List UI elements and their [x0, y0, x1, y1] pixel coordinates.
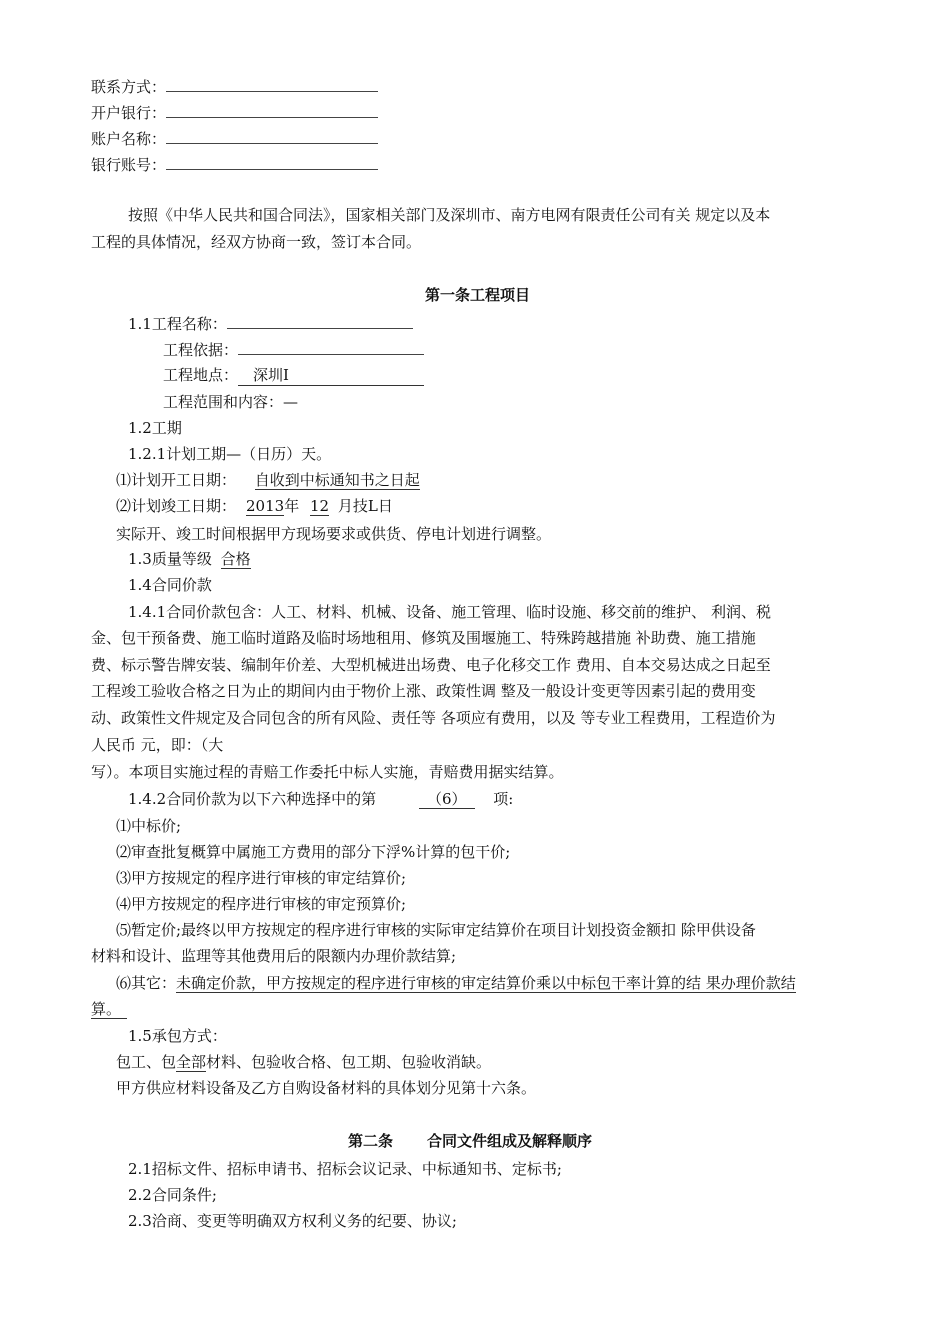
supply-note: 甲方供应材料设备及乙方自购设备材料的具体划分见第十六条。 [116, 1079, 537, 1097]
price-line-1: 1.4.1合同价款包含：人工、材料、机械、设备、施工管理、临时设施、移交前的维护、 利润、税 [128, 603, 771, 621]
end-rest: 月技L日 [337, 497, 393, 515]
option-6-text-2: 算。 [91, 1000, 127, 1019]
project-scope-row: 工程范围和内容：— [163, 393, 299, 411]
option-4: ⑷甲方按规定的程序进行审核的审定预算价; [116, 895, 407, 913]
contact-phone-label: 联系方式： [91, 78, 167, 96]
contact-phone-blank [166, 76, 378, 92]
start-date-row [116, 470, 420, 490]
section-1-4: 1.4合同价款 [128, 576, 212, 594]
price-line-2: 金、包干预备费、施工临时道路及临时场地租用、修筑及围堰施工、特殊跨越措施 补助费、施工措施 [91, 629, 756, 647]
section-1-2: 1.2工期 [128, 419, 182, 437]
quality-row [128, 549, 251, 569]
price-choice-label: 1.4.2合同价款为以下六种选择中的第 [128, 790, 377, 808]
end-year: 2013 [246, 497, 285, 515]
article2-title-text: 合同文件组成及解释顺序 [427, 1132, 593, 1150]
article1-title: 第一条工程项目 [425, 286, 531, 304]
intro-line-1: 按照《中华人民共和国合同法》，国家相关部门及深圳市、南方电网有限责任公司有关 规定以及本 [128, 206, 771, 224]
intro-line-2: 工程的具体情况，经双方协商一致，签订本合同。 [91, 233, 422, 251]
price-choice-value: （6） [419, 790, 475, 809]
option-2: ⑵审查批复概算中属施工方费用的部分下浮%计算的包干价; [116, 843, 511, 861]
project-basis-row [163, 339, 424, 360]
option-6-line-2 [91, 999, 127, 1019]
project-location-row [163, 365, 424, 386]
price-choice-row [128, 789, 513, 809]
account-no-blank [166, 154, 378, 170]
account-no-row [91, 154, 378, 175]
article2-title [348, 1130, 592, 1152]
contract-mode-underlined: 全部 [176, 1053, 207, 1071]
project-location-value [238, 365, 424, 386]
bank-blank [166, 102, 378, 118]
start-date-value: 自收到中标通知书之日起 [254, 471, 420, 489]
section-1-2-1: 1.2.1计划工期—（日历）天。 [128, 445, 332, 463]
price-line-4: 工程竣工验收合格之日为止的期间内由于物价上涨、政策性调 整及一般设计变更等因素引起的费用变 [91, 682, 756, 700]
option-1: ⑴中标价; [116, 817, 182, 835]
account-name-label: 账户名称： [91, 130, 167, 148]
section-1-5: 1.5承包方式： [128, 1027, 227, 1045]
quality-value: 合格 [220, 550, 251, 568]
account-no-label: 银行账号： [91, 156, 167, 174]
price-line-7: 写）。本项目实施过程的青赔工作委托中标人实施，青赔费用据实结算。 [91, 763, 564, 781]
quality-label: 1.3质量等级 [128, 550, 212, 568]
end-year-unit: 年 [284, 497, 300, 515]
contract-mode-pre: 包工、包 [116, 1053, 177, 1071]
article2-title-num: 第二条 [348, 1132, 394, 1150]
bank-row [91, 102, 378, 123]
start-date-label: ⑴计划开工日期： [116, 471, 237, 489]
project-name-label: 1.1工程名称： [128, 315, 227, 333]
account-name-blank [166, 128, 378, 144]
project-basis-blank [238, 339, 424, 355]
price-choice-tail: 项: [493, 790, 514, 808]
account-name-row [91, 128, 378, 149]
option-5-line-2: 材料和设计、监理等其他费用后的限额内办理价款结算; [91, 947, 457, 965]
end-date-label: ⑵计划竣工日期： [116, 497, 237, 515]
adjust-note: 实际开、竣工时间根据甲方现场要求或供货、停电计划进行调整。 [116, 525, 552, 543]
option-3: ⑶甲方按规定的程序进行审核的审定结算价; [116, 869, 407, 887]
option-6-label: ⑹其它： [116, 974, 177, 992]
end-month: 12 [310, 497, 330, 515]
contract-mode-post: 材料、包验收合格、包工期、包验收消缺。 [206, 1053, 492, 1071]
option-6-row [116, 973, 796, 993]
price-line-5: 动、政策性文件规定及合同包含的所有风险、责任等 各项应有费用，以及 等专业工程费用，工程造价为 [91, 709, 776, 727]
bank-label: 开户银行： [91, 104, 167, 122]
project-name-blank [227, 313, 413, 329]
project-name-row [128, 313, 413, 334]
article2-item-2: 2.2合同条件; [128, 1186, 217, 1204]
option-6-text: 未确定价款，甲方按规定的程序进行审核的审定结算价乘以中标包干率计算的结 果办理价款结 [176, 974, 796, 992]
article2-item-3: 2.3洽商、变更等明确双方权利义务的纪要、协议; [128, 1212, 457, 1230]
article2-item-1: 2.1招标文件、招标申请书、招标会议记录、中标通知书、定标书; [128, 1160, 562, 1178]
project-location-label: 工程地点： [163, 366, 239, 384]
contact-phone-row [91, 76, 378, 97]
price-line-3: 费、标示警告牌安装、编制年价差、大型机械进出场费、电子化移交工作 费用、自本交易达成之日起至 [91, 656, 771, 674]
project-location-text: 深圳I [253, 366, 289, 384]
end-date-row [116, 496, 393, 516]
price-line-6: 人民币 元，即：（大 [91, 736, 224, 754]
option-5-line-1: ⑸暂定价;最终以甲方按规定的程序进行审核的实际审定结算价在项目计划投资金额扣 除甲供设备 [116, 921, 756, 939]
project-basis-label: 工程依据： [163, 341, 239, 359]
contract-mode-row [116, 1052, 491, 1072]
